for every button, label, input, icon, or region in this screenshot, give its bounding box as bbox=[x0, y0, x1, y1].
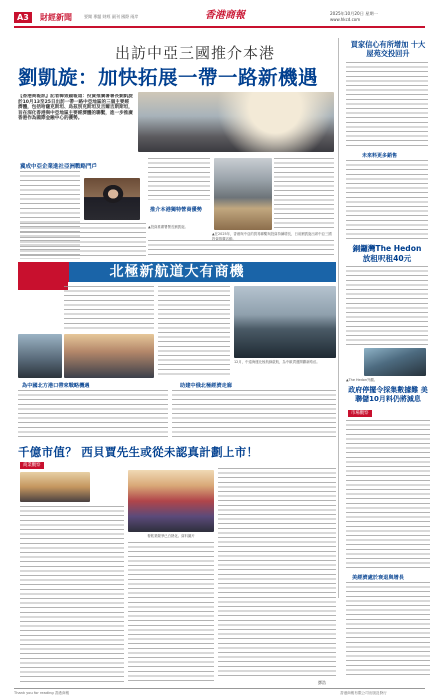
band-body-1 bbox=[64, 286, 154, 330]
warren-body-1 bbox=[20, 506, 124, 684]
masthead-logo: 香港商報 bbox=[205, 10, 245, 21]
warren-photo-2 bbox=[128, 470, 214, 532]
lead-caption-1: ▲投資推廣署署長劉凱旋。 bbox=[148, 225, 188, 229]
warren-body-3 bbox=[218, 468, 336, 678]
band-body-2 bbox=[158, 286, 230, 378]
warren-body-2 bbox=[128, 542, 214, 684]
lead-caption-2: ▲在2025年，香港與中亞的貿易聯繫與投資持續增長，日前劉凱旋出席中亞三國投資推廣活動。 bbox=[212, 232, 332, 241]
header-rule bbox=[14, 26, 425, 28]
right-low-foot: 美經濟處於衰退與增長 bbox=[352, 575, 404, 581]
lead-sub-1: 冀成中亞企業進社亞洲戰略門戶 bbox=[20, 164, 98, 170]
band-caption: 12月，中遠海運北極航線啟航，為中歐貨運開闢新路徑。 bbox=[234, 360, 320, 364]
warren-headline: 千億市值？ 西貝賈先生或從未認真計劃上市！ bbox=[18, 445, 259, 459]
warren-tag: 商業觀察 bbox=[20, 462, 44, 469]
right-mid-photo bbox=[364, 348, 426, 376]
right-top-body-2 bbox=[346, 160, 428, 240]
right-top-sub: 未來料更多銷售 bbox=[362, 153, 398, 159]
warren-caption: 餐飲業競爭已白熱化。資料圖片 bbox=[147, 534, 195, 538]
band-photo-port-2 bbox=[64, 334, 154, 378]
band-photo-ship bbox=[234, 286, 336, 358]
lead-headline: 劉凱旋：加快拓展一帶一路新機遇 bbox=[18, 66, 319, 89]
footer-right: 香港商報有限公司出版及發行 bbox=[340, 691, 387, 695]
right-mid-caption: ▲The Hedon外觀。 bbox=[346, 378, 378, 382]
page-number: A3 bbox=[14, 12, 32, 23]
band-body-4 bbox=[172, 390, 336, 440]
section-label: 財經新聞 bbox=[40, 13, 72, 22]
lead-body-3 bbox=[148, 158, 210, 200]
warren-photo bbox=[20, 472, 90, 502]
lead-text: 【香港商報訊】記者韓致穎報道：投資推廣署署長劉凱旋於10月13至25日出訪一帶一路中亞地區的三個主要經濟體，包括哈薩克斯坦、烏茲別克斯坦及吉爾吉斯斯坦，旨在深化香港與中亞地區主要經濟體的聯繫，進一步推廣香港作為國際金融中心的優勢。 bbox=[18, 94, 133, 122]
lead-sub-2: 推介本港獨特營商優勢 bbox=[150, 207, 202, 213]
band-body-3 bbox=[18, 390, 168, 440]
lead-photo-crowd bbox=[138, 92, 334, 152]
lead-kicker: 出訪中亞三國推介本港 bbox=[114, 44, 275, 62]
lead-photo-landscape bbox=[214, 158, 272, 230]
right-low-tag: 市場觀察 bbox=[348, 410, 372, 417]
lead-body-5 bbox=[148, 240, 334, 258]
lead-body-2 bbox=[20, 223, 146, 259]
right-mid-body bbox=[346, 266, 428, 346]
footer-rule bbox=[14, 688, 425, 689]
footer-left: Thank you for reading 香港商報 bbox=[14, 691, 70, 695]
right-mid-headline: 銅鑼灣The Hedon 放租呎租40元 bbox=[352, 244, 422, 263]
col-divider-right bbox=[338, 38, 339, 598]
right-low-body bbox=[346, 420, 430, 570]
lead-body-4 bbox=[274, 158, 334, 230]
band-title: 北極新航道大有商機 bbox=[18, 262, 336, 282]
right-low-headline: 政府停擺令採集數據難 美聯儲10月料仍將減息 bbox=[348, 386, 428, 403]
band-sub-2: 助建中俄北極經濟走廊 bbox=[180, 383, 232, 389]
lead-photo-portrait bbox=[84, 178, 140, 220]
band-photo-port bbox=[18, 334, 62, 378]
band-sub-1: 為中國北方港口帶來戰略機遇 bbox=[22, 383, 90, 389]
site-url[interactable]: www.hkcd.com bbox=[330, 17, 361, 22]
right-low-body-2 bbox=[346, 582, 430, 676]
warren-byline: 鄧浩 bbox=[318, 680, 326, 685]
right-top-headline: 買家信心有所增加 十大屋苑交投回升 bbox=[350, 40, 426, 58]
issue-date: 2025年10月20日 星期一 bbox=[330, 11, 378, 16]
right-top-body bbox=[346, 62, 428, 148]
section-tabs[interactable]: 要聞 專題 財經 副刊 國際 兩岸 bbox=[84, 14, 139, 19]
page-header bbox=[0, 0, 439, 36]
